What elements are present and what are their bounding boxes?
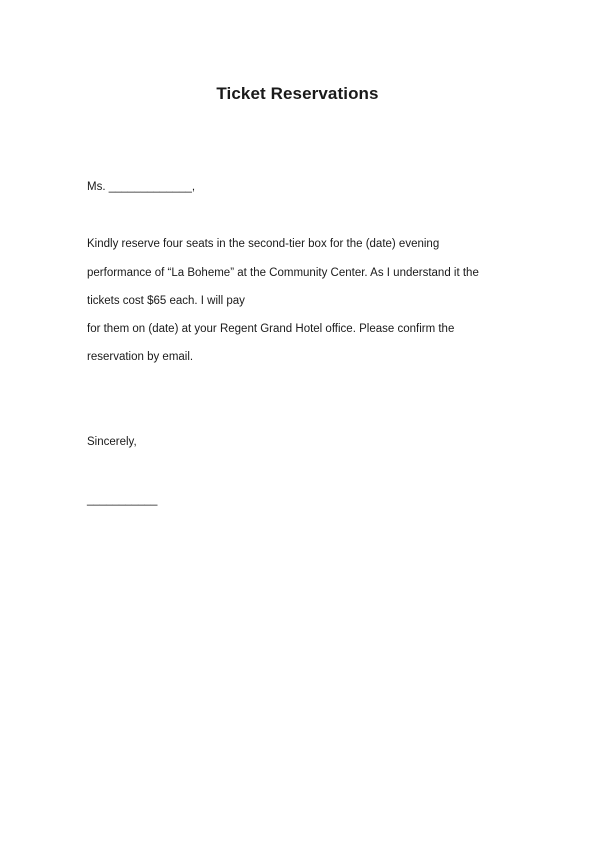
- closing: Sincerely,: [87, 436, 137, 448]
- body-line-5: reservation by email.: [87, 351, 194, 363]
- body-line-2: performance of “La Boheme” at the Community Center. As I understand it the: [87, 267, 479, 279]
- body-line-4: for them on (date) at your Regent Grand Hotel office. Please confirm the: [87, 323, 455, 335]
- body-line-3: tickets cost $65 each. I will pay: [87, 295, 245, 307]
- document-title: Ticket Reservations: [216, 84, 379, 103]
- body-line-1: Kindly reserve four seats in the second-tier box for the (date) evening: [87, 238, 440, 250]
- salutation: Ms. _____________,: [87, 181, 196, 193]
- signature-line: ___________: [87, 494, 158, 506]
